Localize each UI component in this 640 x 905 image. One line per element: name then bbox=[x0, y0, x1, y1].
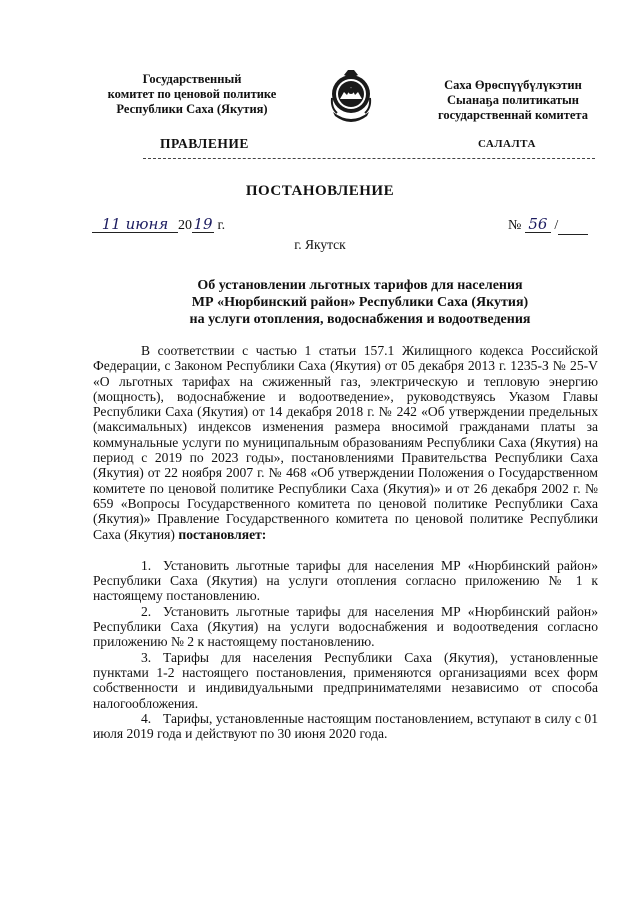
subject-line: на услуги отопления, водоснабжения и водоотведения bbox=[189, 312, 531, 327]
item-number: 2. bbox=[141, 603, 152, 619]
board-label-ru: ПРАВЛЕНИЕ bbox=[160, 136, 249, 151]
board-label-sakha: САЛАЛТА bbox=[478, 138, 536, 150]
date-day: 11 июня bbox=[92, 216, 178, 233]
item-text: Тарифы, установленные настоящим постановлением, вступают в силу с 01 июля 2019 года и действуют по 30 июня 2020 года. bbox=[93, 710, 598, 742]
header-left-line: комитет по ценовой политике bbox=[107, 87, 277, 101]
number-prefix: № bbox=[508, 218, 522, 233]
resolution-item-1 bbox=[93, 558, 598, 604]
number-value: 56 bbox=[525, 216, 551, 233]
header-left-line: Государственный bbox=[142, 72, 242, 86]
number-suffix-blank bbox=[558, 218, 588, 235]
subject-line: Об установлении льготных тарифов для населения bbox=[197, 278, 523, 293]
resolution-item-2 bbox=[93, 604, 598, 650]
item-number: 4. bbox=[141, 710, 152, 726]
item-text: Установить льготные тарифы для населения МР «Нюрбинский район» Республики Саха (Якутия) на услуги отопления согласно приложению № 1 к настоящему постановлению. bbox=[93, 557, 598, 604]
resolution-item-4 bbox=[93, 711, 598, 742]
date-year-prefix: 20 bbox=[178, 218, 192, 233]
resolution-item-3 bbox=[93, 650, 598, 711]
document-number bbox=[508, 216, 588, 235]
item-number: 3. bbox=[141, 649, 152, 665]
header-left-org bbox=[92, 72, 292, 117]
intro-text: В соответствии с частью 1 статьи 157.1 Жилищного кодекса Российской Федерации, с Законом Республики Саха (Якутия) от 05 декабря 2013 г. 1235-З № 25-V «О льготных тарифах на сжиженный газ, электрическую и тепловую энергию (мощность), водоснабжение и водоотведение», руководствуясь Указом Главы Республики Саха (Якутия) от 14 декабря 2018 г. № 242 «Об утверждении предельных (максимальных) индексов изменения размера вносимой гражданами платы за коммунальные услуги по муниципальным образованиям Республики Саха (Якутия) на период с 2019 по 2023 годы», постановлениями Правительства Республики Саха (Якутия) от 22 ноября 2007 г. № 468 «Об утверждении Положения о Государственном комитете по ценовой политике Республики Саха (Якутия)» и от 26 декабря 2002 г. № 659 «Вопросы Государственного комитета по ценовой политике Республики Саха (Якутия)» Правление Государственного комитета по ценовой политике Республики Саха (Якутия) bbox=[93, 343, 598, 542]
header-right-line: государственнай комитета bbox=[438, 108, 588, 122]
date-suffix: г. bbox=[217, 218, 226, 233]
header-right-line: Сыанаҕа политикатын bbox=[447, 93, 579, 107]
document-body bbox=[93, 343, 598, 741]
header-left-line: Республики Саха (Якутия) bbox=[116, 102, 268, 116]
header-right-org bbox=[408, 78, 618, 123]
emblem-icon bbox=[327, 68, 375, 128]
item-number: 1. bbox=[141, 557, 152, 573]
item-text: Установить льготные тарифы для населения МР «Нюрбинский район» Республики Саха (Якутия) на услуги водоснабжения и водоотведения согласно приложению № 2 к настоящему постановлению. bbox=[93, 603, 598, 650]
subject-line: МР «Нюрбинский район» Республики Саха (Якутия) bbox=[191, 295, 529, 310]
date-year-suffix: 19 bbox=[193, 215, 213, 233]
document-date bbox=[92, 216, 225, 234]
number-separator: / bbox=[554, 218, 559, 233]
document-subject bbox=[140, 277, 580, 328]
intro-paragraph bbox=[93, 343, 598, 542]
document-title: ПОСТАНОВЛЕНИЕ bbox=[245, 183, 395, 199]
header-right-line: Саха Өрөспүүбүлүкэтин bbox=[444, 78, 582, 92]
intro-resolves: постановляет: bbox=[178, 526, 267, 542]
document-city: г. Якутск bbox=[294, 237, 346, 252]
header-divider bbox=[143, 158, 595, 159]
item-text: Тарифы для населения Республики Саха (Якутия), установленные пунктами 1-2 настоящего постановления, применяются организациями всех форм собственности и индивидуальными предпринимателями независимо от способа налогообложения. bbox=[93, 649, 598, 711]
